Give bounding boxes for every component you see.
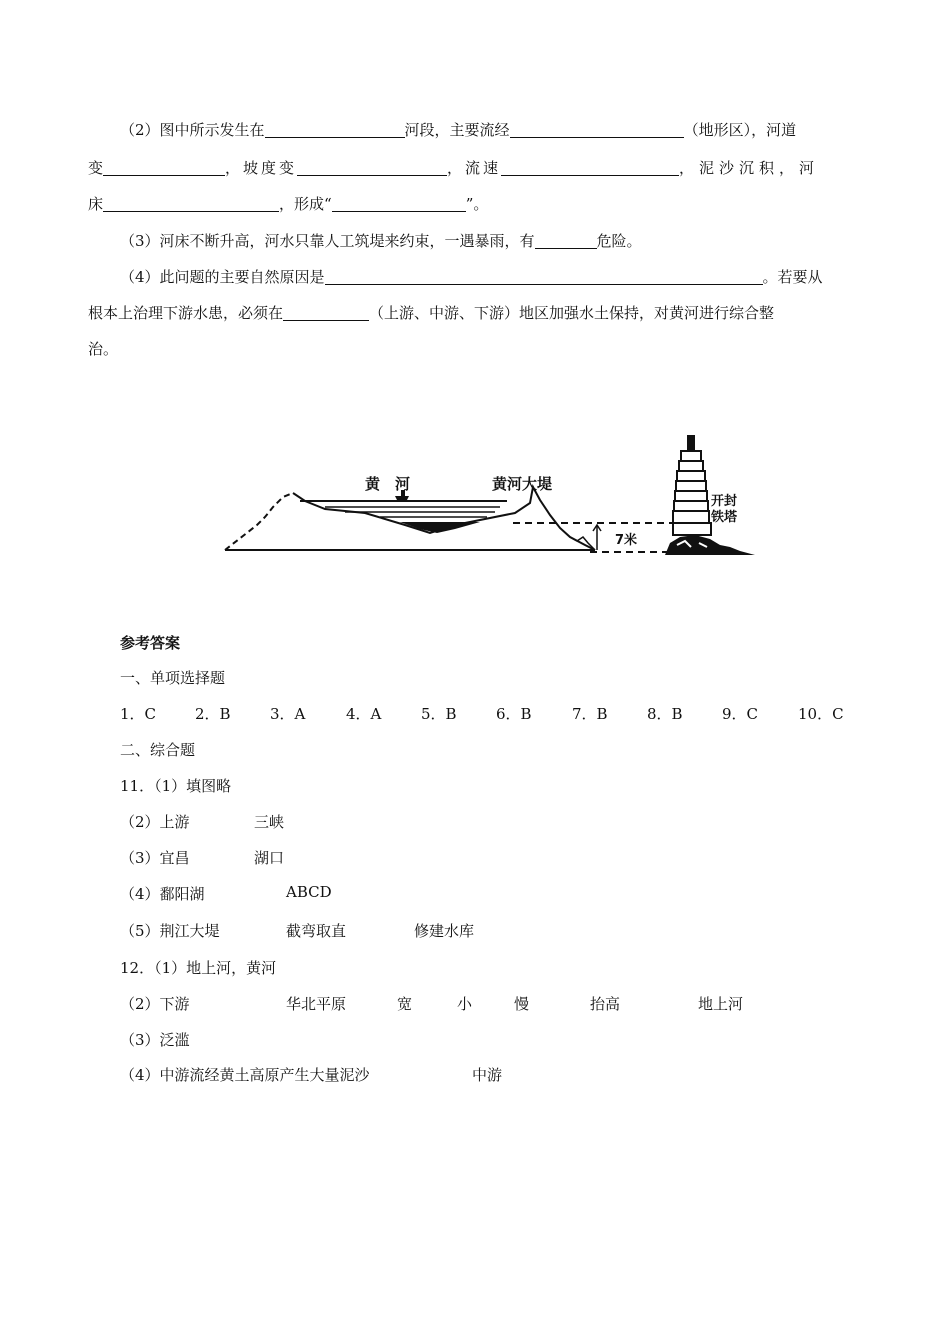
q2-blank-region[interactable]	[510, 122, 684, 138]
choice-answer: 7．B	[572, 705, 608, 723]
answer-cell: （2）下游	[120, 995, 190, 1013]
choice-answer: 2．B	[195, 705, 231, 723]
q4-text-2a: 根本上治理下游水患，必须在	[88, 304, 284, 322]
answer-cell: 三峡	[254, 813, 285, 831]
answer-cell: （2）上游	[120, 813, 190, 831]
answer-cell: 中游	[472, 1066, 503, 1084]
q2-text-3: 变	[88, 159, 104, 177]
q2-text-4: ，坡度变	[225, 159, 298, 177]
answer-cell: （3）宜昌	[120, 849, 190, 867]
answer-cell: 宽	[397, 995, 413, 1013]
q4-text-2b: （上游、中游、下游）地区加强水土保持，对黄河进行综合整	[369, 304, 775, 322]
answer-cell: 截弯取直	[286, 922, 347, 940]
q2-line3	[88, 193, 863, 214]
q2-text-7: 床	[88, 195, 104, 213]
q11-answer-2	[120, 811, 520, 831]
answer-cell: 修建水库	[414, 922, 475, 940]
q4-line2	[88, 302, 863, 323]
q2-text-2: （地形区），河道	[683, 121, 797, 139]
q4-prefix: （4）此问题的主要自然原因是	[120, 268, 325, 286]
q2-line1	[88, 119, 863, 140]
q12-answer-4	[120, 1064, 620, 1084]
label-levee: 黄河大堤	[492, 475, 553, 493]
answer-cell: 华北平原	[286, 995, 347, 1013]
answers-heading: 参考答案	[120, 634, 181, 652]
iron-pagoda-icon	[665, 435, 755, 555]
choice-answer: 4．A	[346, 705, 382, 723]
label-tower-2: 铁塔	[711, 510, 738, 525]
q2-blank-section[interactable]	[265, 122, 405, 138]
label-tower-1: 开封	[711, 494, 738, 509]
q2-line2	[88, 157, 863, 178]
q4-blank-reach[interactable]	[283, 305, 369, 321]
q11-answer-5	[120, 920, 620, 940]
q12-answer-2	[120, 993, 820, 1013]
q3-blank[interactable]	[535, 233, 597, 249]
choice-answer: 9．C	[722, 705, 759, 723]
label-river: 黄 河	[365, 475, 411, 493]
q2-text-9: ”。	[465, 195, 489, 213]
q3-prefix: （3）河床不断升高，河水只靠人工筑堤来约束，一遇暴雨，有	[120, 232, 535, 250]
q11-answer-4	[120, 883, 520, 903]
q4-line1	[88, 266, 863, 287]
choice-answers-row	[120, 703, 860, 723]
q11-answer-3	[120, 847, 520, 867]
answers-section1: 一、单项选择题	[120, 669, 226, 687]
q4-text-3: 治。	[88, 340, 119, 358]
q4-line3	[88, 338, 863, 359]
choice-answer: 1．C	[120, 705, 157, 723]
answer-cell: （5）荆江大堤	[120, 922, 220, 940]
q4-suffix: 。若要从	[762, 268, 823, 286]
answer-cell: 湖口	[254, 849, 285, 867]
choice-answer: 6．B	[496, 705, 532, 723]
answer-cell: 地上河	[698, 995, 744, 1013]
answer-cell: （4）鄱阳湖	[120, 885, 205, 903]
choice-answer: 5．B	[421, 705, 457, 723]
q2-text-6: ，泥沙沉积，河	[679, 159, 820, 177]
q2-text-8: ，形成“	[279, 195, 332, 213]
q2-blank-form[interactable]	[332, 196, 466, 212]
yellow-river-cross-section-figure	[215, 425, 765, 565]
q2-blank-channel[interactable]	[103, 160, 225, 176]
choice-answer: 8．B	[647, 705, 683, 723]
answer-cell: 抬高	[590, 995, 621, 1013]
answers-section2: 二、综合题	[120, 741, 196, 759]
q12-answer-1: 12．（1）地上河，黄河	[120, 959, 277, 977]
choice-answer: 10．C	[798, 705, 844, 723]
q2-text-1: 河段，主要流经	[404, 121, 510, 139]
answer-cell: 小	[457, 995, 473, 1013]
q3-line	[88, 230, 863, 251]
q2-blank-slope[interactable]	[297, 160, 447, 176]
q12-answer-3: （3）泛滥	[120, 1031, 190, 1049]
q2-text-5: ，流速	[447, 159, 502, 177]
q4-blank-cause[interactable]	[325, 269, 763, 285]
q2-prefix: （2）图中所示发生在	[120, 121, 265, 139]
answer-cell: ABCD	[286, 883, 332, 901]
answer-cell: （4）中游流经黄土高原产生大量泥沙	[120, 1066, 370, 1084]
label-height: 7米	[615, 533, 638, 548]
choice-answer: 3．A	[270, 705, 306, 723]
answer-cell: 慢	[514, 995, 530, 1013]
q2-blank-bed[interactable]	[103, 196, 279, 212]
q11-answer-1: 11．（1）填图略	[120, 777, 232, 795]
q2-blank-speed[interactable]	[501, 160, 679, 176]
q3-suffix: 危险。	[596, 232, 642, 250]
